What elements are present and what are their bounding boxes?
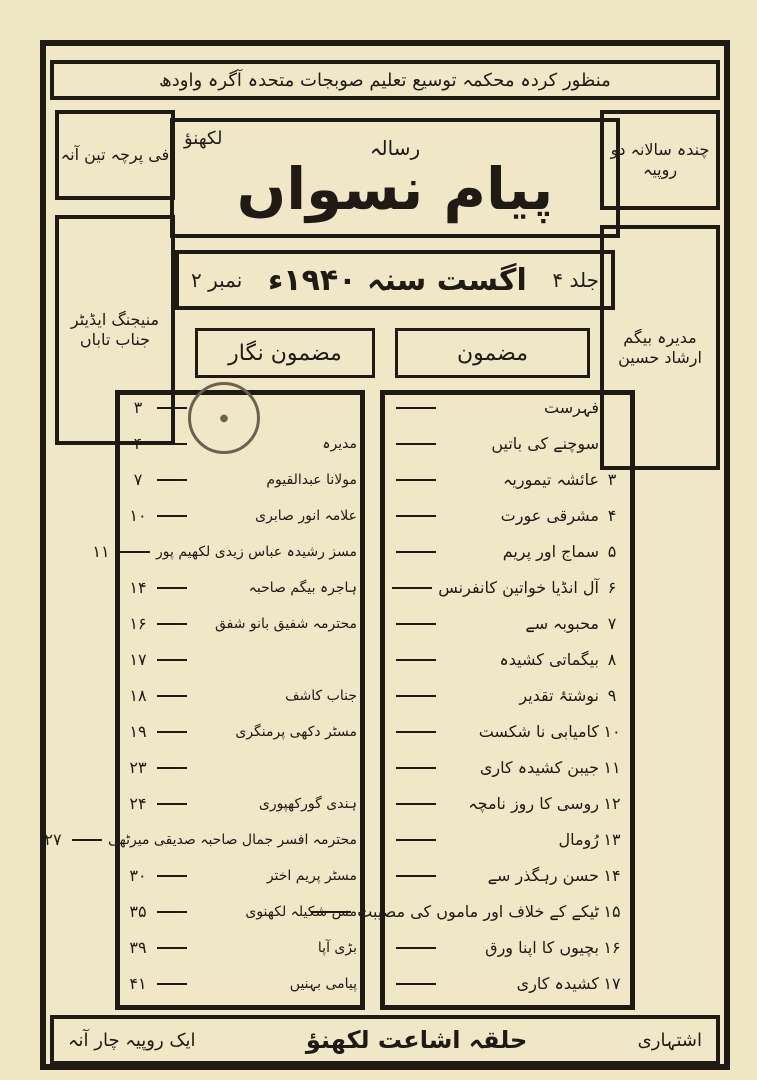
magazine-title: پیام نسواں xyxy=(236,155,554,223)
page-number: ۱۷ xyxy=(129,650,147,669)
leader-line xyxy=(157,659,187,661)
page-number: ۳۰ xyxy=(129,866,147,885)
contents-row-title: بچیوں کا اپنا ورق xyxy=(485,938,599,957)
page-number: ۳ xyxy=(133,398,143,417)
author-name: علامہ انور صابری xyxy=(255,507,357,524)
leader-line xyxy=(396,803,436,805)
contents-row-title: حسن رہگذر سے xyxy=(487,866,599,885)
contents-row-title: سوچنے کی باتیں xyxy=(491,434,599,453)
leader-line xyxy=(396,767,436,769)
contents-row-number: ۶ xyxy=(607,578,617,597)
contents-row-title: مشرقی عورت xyxy=(500,506,599,525)
contents-row xyxy=(390,866,625,885)
page-number: ۱۴ xyxy=(129,578,147,597)
contents-row-number: ۱۰ xyxy=(603,722,621,741)
contents-row-number: ۱۵ xyxy=(603,902,621,921)
contents-row-title: کشیدہ کاری xyxy=(516,974,599,993)
contents-row xyxy=(390,470,625,489)
contents-row-title: ٹیکے کے خلاف اور ماموں کی مصیبت xyxy=(357,902,599,921)
page-number: ۱۶ xyxy=(129,614,147,633)
contents-row-number: ۱۴ xyxy=(603,866,621,885)
contents-row xyxy=(390,542,625,561)
author-name: محترمہ شفیق بانو شفق xyxy=(214,615,357,632)
author-row xyxy=(125,650,357,669)
page-number: ۳۹ xyxy=(129,938,147,957)
contents-row xyxy=(390,830,625,849)
footer-price: ایک روپیہ چار آنہ xyxy=(68,1029,196,1051)
leader-line xyxy=(157,515,187,517)
author-name: ہاجرہ بیگم صاحبہ xyxy=(248,579,357,596)
author-name: مسٹر دکھی پرمنگری xyxy=(235,723,357,740)
page-number: ۴ xyxy=(133,434,143,453)
subscription-box xyxy=(600,110,720,210)
contents-row-title: کامیابی نا شکست xyxy=(478,722,599,741)
leader-line xyxy=(157,767,187,769)
author-row xyxy=(125,614,357,633)
contents-row-number: ۱۷ xyxy=(603,974,621,993)
city-label: لکھنؤ xyxy=(184,128,223,149)
contents-row-number: ۱۱ xyxy=(603,758,621,777)
author-name: بڑی آپا xyxy=(317,939,357,956)
leader-line xyxy=(396,875,436,877)
footer-advert: اشتہاری xyxy=(637,1029,702,1051)
contents-row-title: بیگماتی کشیدہ xyxy=(499,650,599,669)
contents-row xyxy=(390,506,625,525)
page-number: ۱۸ xyxy=(129,686,147,705)
author-row xyxy=(125,758,357,777)
author-row xyxy=(125,866,357,885)
leader-line xyxy=(396,983,436,985)
page-number: ۷ xyxy=(133,470,143,489)
leader-line xyxy=(396,623,436,625)
author-name: مس شکیلہ لکھنوی xyxy=(245,903,357,920)
author-row xyxy=(125,722,357,741)
leader-line xyxy=(396,839,436,841)
leader-line xyxy=(396,731,436,733)
contents-header xyxy=(395,328,590,378)
author-name: ہندی گورکھپوری xyxy=(258,795,357,812)
author-row xyxy=(92,542,357,561)
leader-line xyxy=(157,947,187,949)
leader-line xyxy=(157,875,187,877)
author-row xyxy=(125,398,357,417)
contents-row-number: ۸ xyxy=(607,650,617,669)
leader-line xyxy=(396,695,436,697)
contents-row xyxy=(390,398,625,417)
leader-line xyxy=(157,623,187,625)
author-name: جناب کاشف xyxy=(285,687,357,704)
page-number: ۲۷ xyxy=(44,830,62,849)
author-name: محترمہ افسر جمال صاحبہ صدیقی میرٹھی xyxy=(107,831,357,848)
price-box xyxy=(55,110,175,200)
contents-row-number: ۴ xyxy=(607,506,617,525)
contents-row-number: ۱۶ xyxy=(603,938,621,957)
contents-row-number: ۷ xyxy=(607,614,617,633)
contents-row-title: محبوبہ سے xyxy=(525,614,599,633)
contents-row-number: ۹ xyxy=(607,686,617,705)
authors-header-label: مضمون نگار xyxy=(228,340,342,366)
author-row xyxy=(125,506,357,525)
contents-row xyxy=(390,938,625,957)
contents-row xyxy=(390,650,625,669)
page-number: ۱۱ xyxy=(92,542,110,561)
approval-text: منظور کردہ محکمہ توسیع تعلیم صوبجات متحدہ آگرہ واودھ xyxy=(159,69,611,91)
author-row xyxy=(44,830,357,849)
author-row xyxy=(125,974,357,993)
contents-row-title: آل انڈیا خواتین کانفرنس xyxy=(438,578,599,597)
leader-line xyxy=(120,551,150,553)
author-row xyxy=(125,578,357,597)
title-banner xyxy=(170,118,620,238)
author-name: پیامی بہنیں xyxy=(289,975,357,992)
contents-row-number: ۳ xyxy=(607,470,617,489)
page-number: ۳۵ xyxy=(129,902,147,921)
contents-row xyxy=(390,974,625,993)
issue-band xyxy=(175,250,615,310)
contents-row xyxy=(390,614,625,633)
author-name: مسز رشیدہ عباس زیدی لکھیم پور xyxy=(155,543,357,560)
author-row xyxy=(125,902,357,921)
contents-row xyxy=(390,794,625,813)
author-name: مولانا عبدالقیوم xyxy=(266,471,357,488)
contents-row xyxy=(357,902,625,921)
leader-line xyxy=(396,479,436,481)
leader-line xyxy=(157,911,187,913)
author-name: مدیرہ xyxy=(322,435,357,452)
price-text: فی پرچہ تین آنہ xyxy=(60,145,170,164)
contents-row-number: ۱۳ xyxy=(603,830,621,849)
authors-header xyxy=(195,328,375,378)
author-row xyxy=(125,470,357,489)
page-number: ۲۳ xyxy=(129,758,147,777)
page-number: ۴۱ xyxy=(129,974,147,993)
contents-row-title: سماج اور پریم xyxy=(502,542,599,561)
contents-row-number: ۵ xyxy=(607,542,617,561)
page-number: ۱۹ xyxy=(129,722,147,741)
issue-volume: جلد ۴ xyxy=(552,268,599,292)
leader-line xyxy=(396,659,436,661)
contents-row-title: جیبن کشیدہ کاری xyxy=(479,758,599,777)
leader-line xyxy=(157,587,187,589)
leader-line xyxy=(72,839,102,841)
contents-row xyxy=(390,758,625,777)
issue-date: اگست سنہ ۱۹۴۰ء xyxy=(267,262,527,298)
leader-line xyxy=(396,947,436,949)
issue-number: نمبر ۲ xyxy=(191,268,243,292)
subtitle: رسالہ xyxy=(369,136,421,160)
leader-line xyxy=(157,983,187,985)
contents-row-title: رُومال xyxy=(558,830,599,849)
leader-line xyxy=(157,731,187,733)
approval-strip xyxy=(50,60,720,100)
author-name: مسٹر پریم اختر xyxy=(266,867,357,884)
footer-publisher: حلقہ اشاعت لکھنؤ xyxy=(305,1026,528,1054)
author-row xyxy=(125,938,357,957)
contents-row xyxy=(390,722,625,741)
contents-row-title: فہرست xyxy=(544,398,599,417)
page-number: ۱۰ xyxy=(129,506,147,525)
managing-editor-text: منیجنگ ایڈیٹر جناب تاباں xyxy=(70,310,160,349)
leader-line xyxy=(396,443,436,445)
leader-line xyxy=(157,407,187,409)
contents-row-title: نوشتۂ تقدیر xyxy=(519,686,599,705)
contents-row-title: روسی کا روز نامچہ xyxy=(468,794,599,813)
author-row xyxy=(125,686,357,705)
subscription-text: چندہ سالانہ دو روپیہ xyxy=(610,140,710,179)
leader-line xyxy=(396,407,436,409)
contents-row-number: ۱۲ xyxy=(603,794,621,813)
page-number: ۲۴ xyxy=(129,794,147,813)
editor-text: مدیرہ بیگم ارشاد حسین xyxy=(618,327,702,367)
leader-line xyxy=(157,695,187,697)
author-row xyxy=(125,794,357,813)
leader-line xyxy=(157,443,187,445)
library-stamp: ● xyxy=(188,382,260,454)
contents-row xyxy=(390,578,625,597)
leader-line xyxy=(396,515,436,517)
leader-line xyxy=(392,587,432,589)
contents-row xyxy=(390,434,625,453)
contents-row-title: عائشہ تیموریہ xyxy=(503,470,599,489)
leader-line xyxy=(157,479,187,481)
contents-row xyxy=(390,686,625,705)
contents-header-label: مضمون xyxy=(456,340,529,366)
leader-line xyxy=(396,551,436,553)
leader-line xyxy=(157,803,187,805)
author-row xyxy=(125,434,357,453)
footer-strip xyxy=(50,1015,720,1065)
